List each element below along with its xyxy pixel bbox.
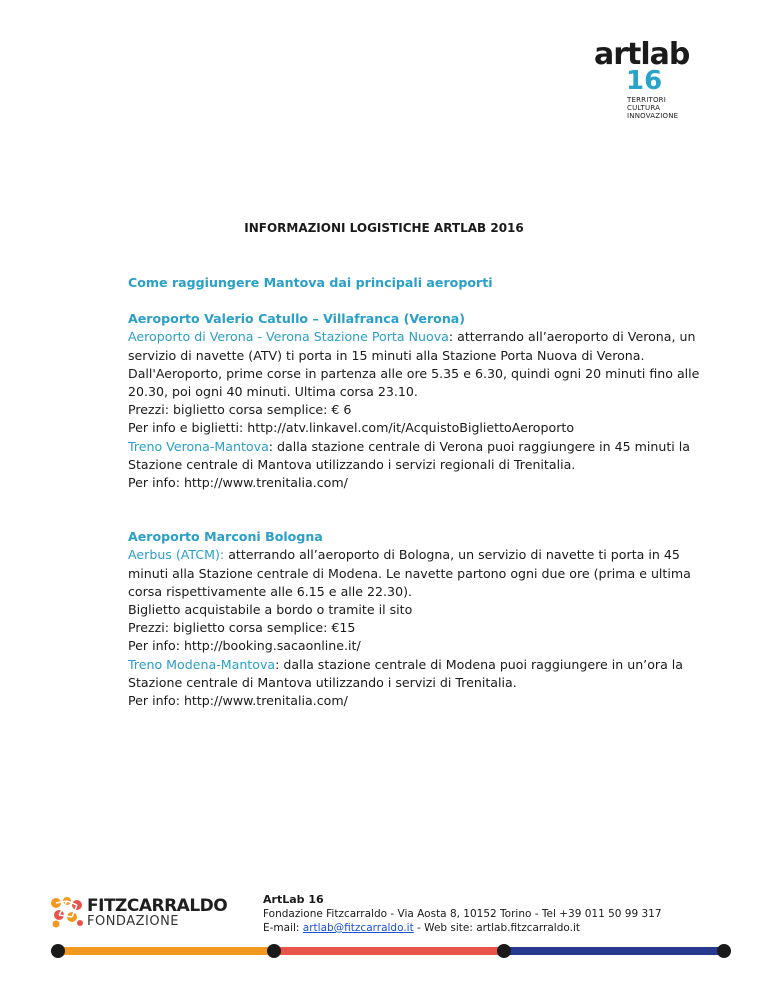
- fitzcarraldo-name: FITZCARRALDO: [87, 896, 228, 916]
- footer-address: Fondazione Fitzcarraldo - Via Aosta 8, 10152 Torino - Tel +39 011 50 99 317: [263, 908, 662, 920]
- logo-number: 16: [626, 66, 663, 96]
- footer-email-prefix: E-mail:: [263, 922, 303, 934]
- verona-train-paragraph: [128, 438, 708, 474]
- footer-web: - Web site: artlab.fitzcarraldo.it: [413, 922, 581, 934]
- page-title: INFORMAZIONI LOGISTICHE ARTLAB 2016: [244, 221, 524, 235]
- bologna-bus-paragraph: [128, 546, 708, 601]
- footer-contact: [263, 893, 662, 935]
- bologna-train-text: : dalla stazione centrale di Modena puoi raggiungere in un’ora la Stazione centrale di Mantova utilizzando i servizi di Trenitalia.: [128, 656, 684, 690]
- section-heading: Come raggiungere Mantova dai principali aeroporti: [128, 275, 493, 290]
- verona-train-label: Treno Verona-Mantova: [128, 438, 269, 454]
- bar-segment-blue: [504, 947, 724, 955]
- footer-email-link[interactable]: artlab@fitzcarraldo.it: [302, 922, 414, 934]
- artlab-logo: [594, 37, 694, 120]
- bologna-train-label: Treno Modena-Mantova: [128, 656, 276, 672]
- logo-tagline: [627, 96, 694, 120]
- footer-color-bar: [51, 944, 731, 958]
- bologna-bus-label: Aerbus (ATCM):: [128, 547, 225, 563]
- verona-prices: Prezzi: biglietto corsa semplice: € 6: [128, 402, 352, 418]
- verona-shuttle-text: : atterrando all’aeroporto di Verona, un servizio di navette (ATV) ti porta in 15 minuti alla Stazione Porta Nuova di Verona. Dall'Aeroporto, prime corse in partenza alle ore 5.35 e 6.30, quindi ogni 20 minuti fino alle 20.30, poi ogni 40 minuti. Ultima corsa 23.10.: [128, 329, 700, 400]
- footer-contacts-line: [263, 921, 662, 935]
- logo-tagline-1: TERRITORI: [627, 96, 667, 104]
- bologna-bus-text: atterrando all’aeroporto di Bologna, un servizio di navette ti porta in 45 minuti alla Stazione centrale di Modena. Le navette partono ogni due ore (prima e ultima corsa rispettivamente alle 6.15 e alle 22.30).: [128, 547, 691, 599]
- bologna-train-paragraph: [128, 656, 708, 692]
- verona-shuttle-paragraph: [128, 328, 708, 401]
- verona-info: Per info: http://www.trenitalia.com/: [128, 475, 348, 491]
- verona-info-tickets: Per info e biglietti: http://atv.linkavel.com/it/AcquistoBigliettoAeroporto: [128, 420, 575, 436]
- bar-dot: [717, 944, 731, 958]
- bologna-info: Per info: http://www.trenitalia.com/: [128, 693, 348, 709]
- bologna-ticket-note: Biglietto acquistabile a bordo o tramite il sito: [128, 602, 413, 618]
- fitzcarraldo-sub: FONDAZIONE: [87, 914, 180, 929]
- bologna-heading: Aeroporto Marconi Bologna: [128, 529, 323, 545]
- verona-train-text: : dalla stazione centrale di Verona puoi raggiungere in 45 minuti la Stazione centrale di Mantova utilizzando i servizi regionali di Trenitalia.: [128, 438, 690, 472]
- bologna-info-booking: Per info: http://booking.sacaonline.it/: [128, 638, 361, 654]
- bologna-prices: Prezzi: biglietto corsa semplice: €15: [128, 620, 356, 636]
- logo-word: artlab: [594, 37, 690, 72]
- bar-dot: [51, 944, 65, 958]
- bar-dot: [497, 944, 511, 958]
- bar-segment-red: [274, 947, 504, 955]
- document-body: [128, 274, 708, 710]
- bar-dot: [267, 944, 281, 958]
- verona-heading: Aeroporto Valerio Catullo – Villafranca (Verona): [128, 311, 466, 327]
- footer-title: ArtLab 16: [263, 893, 324, 906]
- fitzcarraldo-mark-icon: [50, 896, 84, 928]
- logo-tagline-3: INNOVAZIONE: [627, 112, 679, 120]
- bar-segment-orange: [58, 947, 274, 955]
- verona-shuttle-label: Aeroporto di Verona - Verona Stazione Porta Nuova: [128, 329, 449, 345]
- logo-tagline-2: CULTURA: [627, 104, 661, 112]
